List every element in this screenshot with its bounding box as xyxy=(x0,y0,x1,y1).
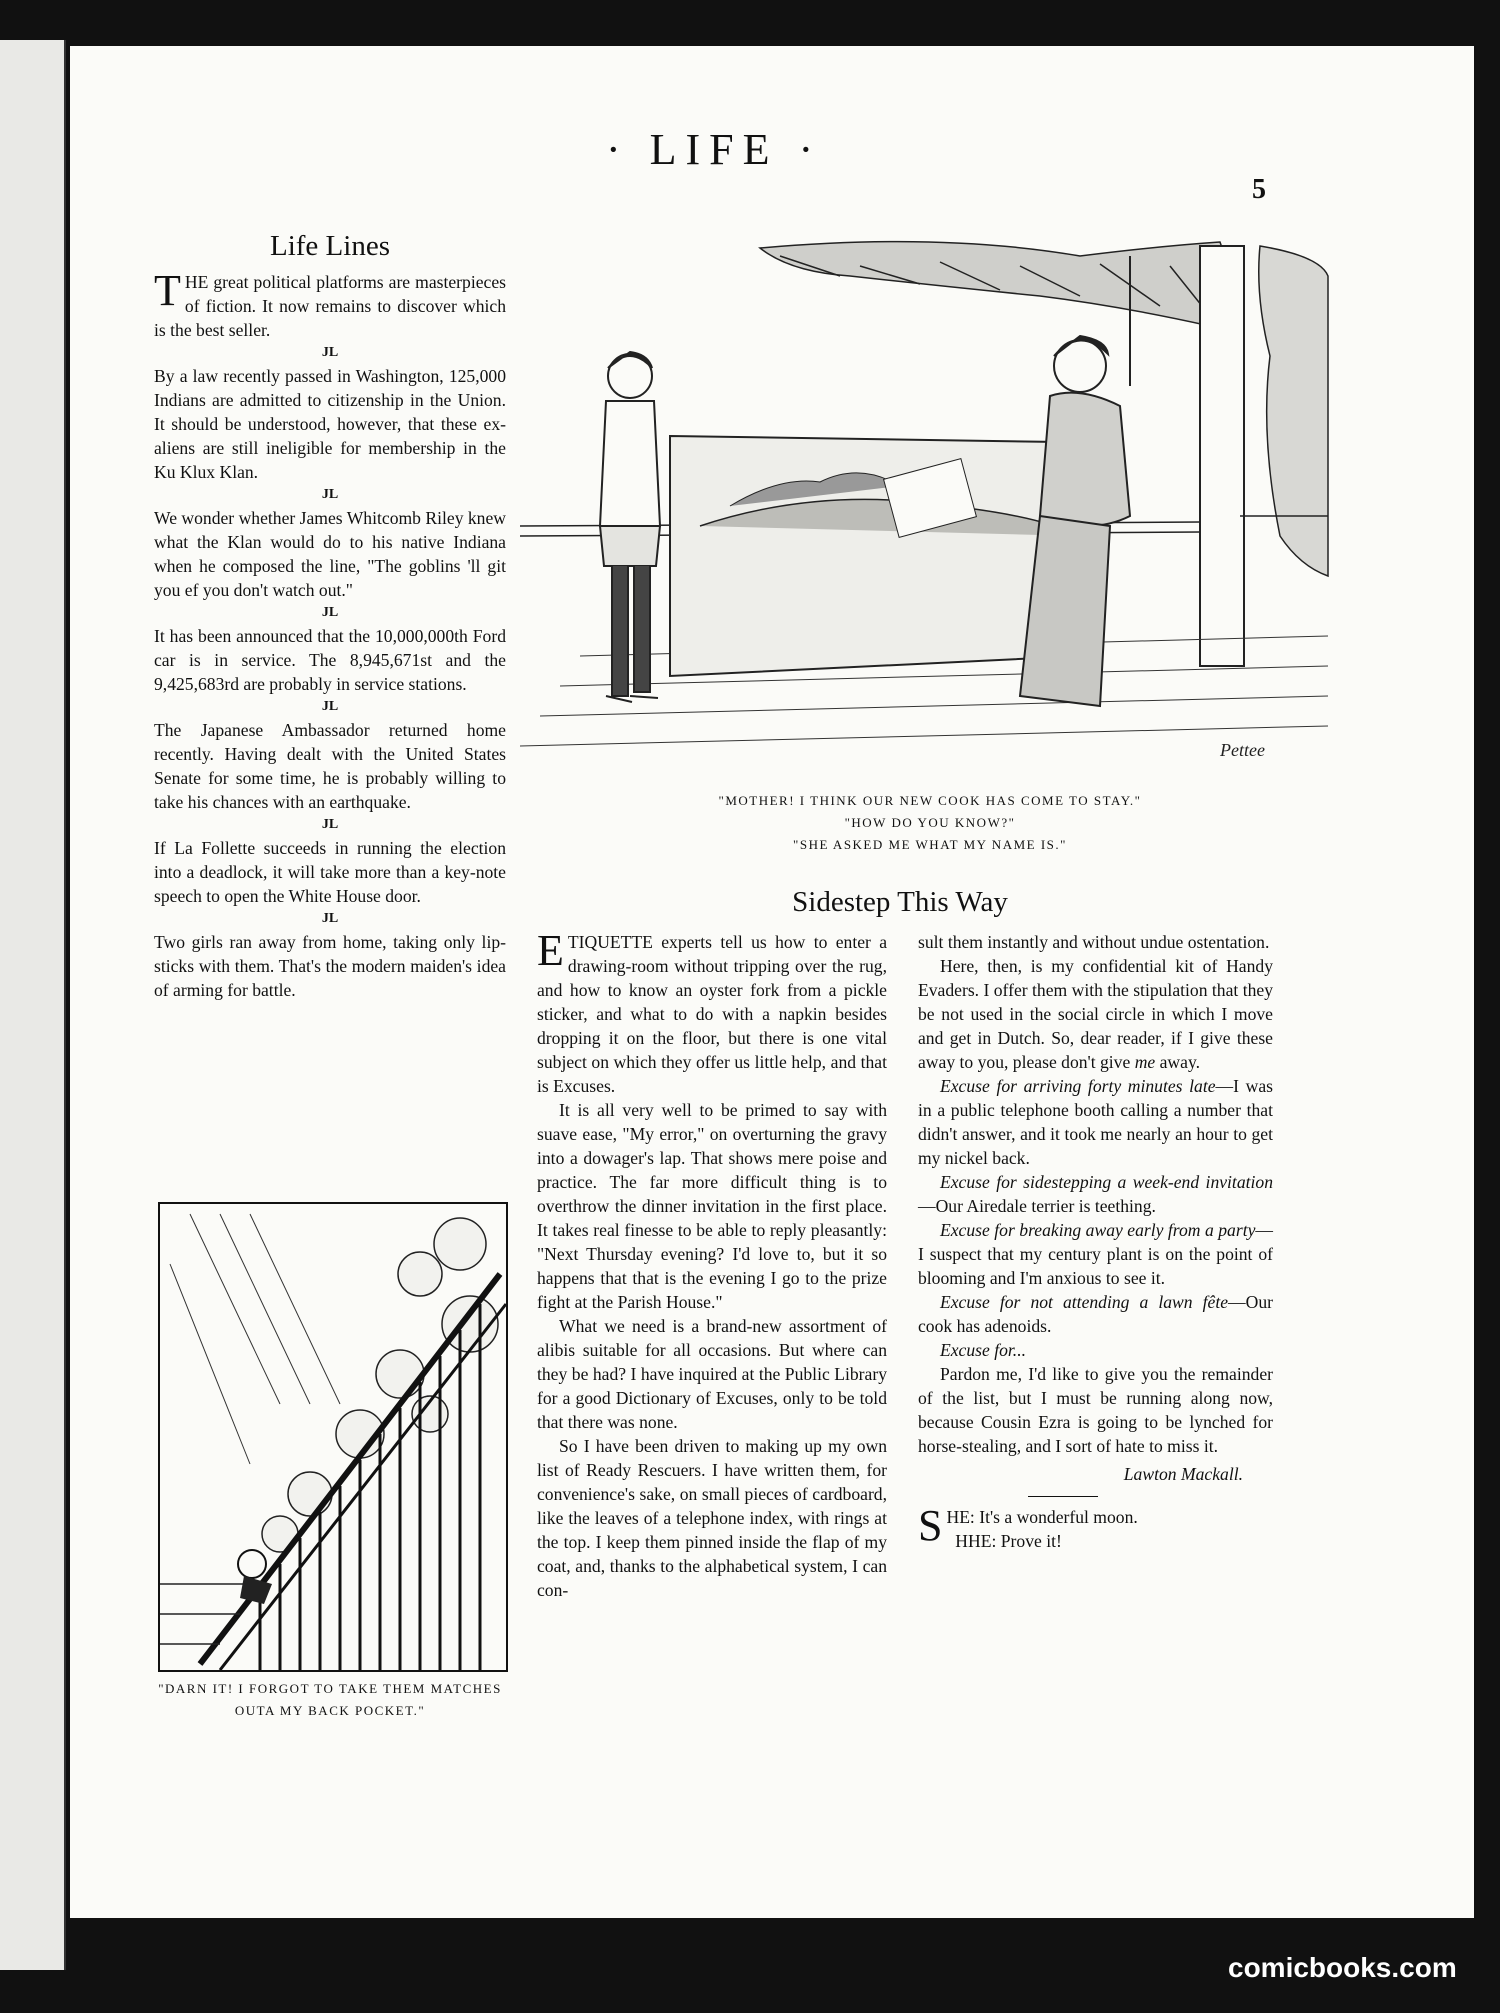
life-line-item: Two girls ran away from home, taking only lip-sticks with them. That's the modern maiden's idea of arming for battle. xyxy=(154,932,506,1000)
caption-line: "HOW DO YOU KNOW?" xyxy=(844,815,1016,830)
porch-cartoon-illustration xyxy=(520,236,1330,766)
life-line-item: It has been announced that the 10,000,000th Ford car is in service. The 8,945,671st and the 9,425,683rd are probably in service stations. xyxy=(154,626,506,694)
article-paragraph: So I have been driven to making up my own list of Ready Rescuers. I have written them, for convenience's sake, on small pieces of cardboard, like the leaves of a telephone index, with rings at the top. I keep them pinned inside the flap of my coat, and, thanks to the alphabetical system, I can con- xyxy=(537,1436,887,1600)
sidestep-heading: Sidestep This Way xyxy=(792,886,1008,918)
dialog-line-she: SHE: It's a wonderful moon. xyxy=(918,1501,1138,1550)
banister-cartoon-illustration xyxy=(158,1202,508,1672)
section-rule xyxy=(1028,1496,1098,1497)
dialog-line-he: HHE: Prove it! xyxy=(946,1531,1062,1551)
article-paragraph: What we need is a brand-new assortment of alibis suitable for all occasions. But where can they be had? I have inquired at the Public Library for a good Dictionary of Excuses, only to be told that there was none. xyxy=(537,1316,887,1432)
excuse-item: Excuse for arriving forty minutes late—I was in a public telephone booth calling a number that didn't answer, and it took me nearly an hour to get my nickel back. xyxy=(918,1076,1273,1168)
article-paragraph: Here, then, is my confidential kit of Handy Evaders. I offer them with the stipulation that they be not used in the social circle in which I move and get in Dutch. So, dear reader, if I give these away to you, please don't give me away. xyxy=(918,956,1273,1072)
life-lines-column xyxy=(154,266,506,1002)
section-divider: JL xyxy=(321,345,339,360)
artist-signature: Pettee xyxy=(1220,740,1265,760)
excuse-item: Excuse for sidestepping a week-end invitation—Our Airedale terrier is teething. xyxy=(918,1172,1273,1216)
excuse-item: Excuse for not attending a lawn fête—Our cook has adenoids. xyxy=(918,1292,1273,1336)
article-paragraph: ETIQUETTE experts tell us how to enter a drawing-room without tripping over the rug, and how to know an oyster fork from a pickle sticker, and what to do with a napkin besides dropping it on the floor, but there is one vital subject on which they offer us little help, and that is Excuses. xyxy=(537,926,887,1096)
section-divider: JL xyxy=(321,699,339,714)
adjacent-page-edge xyxy=(0,40,66,1970)
life-line-item: THE great political platforms are masterpieces of fiction. It now remains to discover which is the best seller. xyxy=(154,266,506,340)
section-divider: JL xyxy=(321,911,339,926)
life-lines-heading: Life Lines xyxy=(270,230,390,262)
moon-dialog xyxy=(918,1501,1273,1553)
caption-line: "SHE ASKED ME WHAT MY NAME IS." xyxy=(793,837,1067,852)
sidestep-column-1 xyxy=(537,926,887,1602)
site-watermark: comicbooks.com xyxy=(1228,1952,1457,1983)
excuse-item: Excuse for... xyxy=(940,1340,1026,1360)
excuse-item: Excuse for breaking away early from a party—I suspect that my century plant is on the point of blooming and I'm anxious to see it. xyxy=(918,1220,1273,1288)
section-divider: JL xyxy=(321,817,339,832)
author-signature: Lawton Mackall. xyxy=(1123,1464,1243,1484)
top-cartoon-caption xyxy=(640,790,1220,856)
life-line-item: By a law recently passed in Washington, 125,000 Indians are admitted to citizenship in the Union. It should be understood, however, that these ex-aliens are still ineligible for membership in the Ku Klux Klan. xyxy=(154,366,506,482)
section-divider: JL xyxy=(321,605,339,620)
life-line-item: The Japanese Ambassador returned home recently. Having dealt with the United States Senate for some time, he is probably willing to take his chances with an earthquake. xyxy=(154,720,506,812)
sidestep-column-2 xyxy=(918,930,1273,1553)
page-number: 5 xyxy=(1252,174,1266,205)
article-paragraph: sult them instantly and without undue ostentation. xyxy=(918,932,1270,952)
article-paragraph: Pardon me, I'd like to give you the remainder of the list, but I must be running along now, because Cousin Ezra is going to be lynched for horse-stealing, and I sort of hate to miss it. xyxy=(918,1364,1273,1456)
article-paragraph: It is all very well to be primed to say with suave ease, "My error," on overturning the gravy into a dowager's lap. That shows mere poise and practice. The far more difficult thing is to overthrow the dinner invitation in the first place. It takes real finesse to be able to reply pleasantly: "Next Thursday evening? I'd love to, but it so happens that that is the evening I go to the prize fight at the Parish House." xyxy=(537,1100,887,1312)
banister-cartoon-caption: "DARN IT! I FORGOT TO TAKE THEM MATCHES OUTA MY BACK POCKET." xyxy=(158,1681,502,1718)
section-divider: JL xyxy=(321,487,339,502)
caption-line: "MOTHER! I THINK OUR NEW COOK HAS COME TO STAY." xyxy=(718,793,1142,808)
life-line-item: We wonder whether James Whitcomb Riley knew what the Klan would do to his native Indiana when he composed the line, "The goblins 'll git you ef you don't watch out." xyxy=(154,508,506,600)
life-line-item: If La Follette succeeds in running the election into a deadlock, it will take more than a key-note speech to open the White House door. xyxy=(154,838,506,906)
magazine-title: · LIFE · xyxy=(606,125,823,174)
